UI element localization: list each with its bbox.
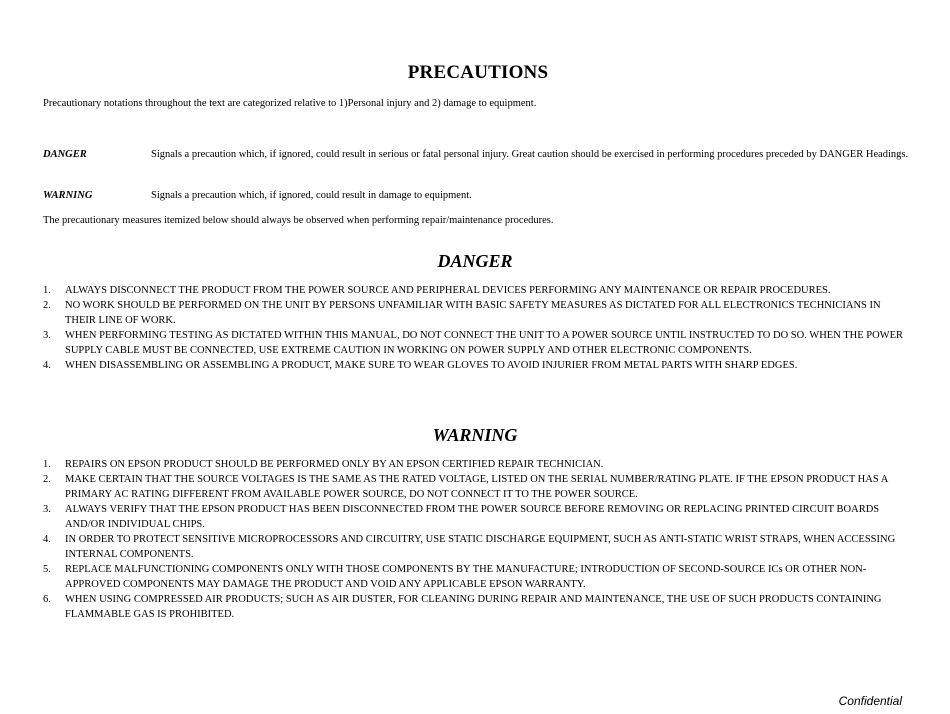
item-text: WHEN PERFORMING TESTING AS DICTATED WITHIN THIS MANUAL, DO NOT CONNECT THE UNIT TO A POWER SOURCE UNTIL INSTRUCTED TO DO SO. WHEN THE POWER SUPPLY CABLE MUST BE CONNECTED, USE EXTREME CAUTION IN WORKING ON POWER SUPPLY AND OTHER ELECTRONIC COMPONENTS. [65, 330, 904, 356]
item-text: REPAIRS ON EPSON PRODUCT SHOULD BE PERFORMED ONLY BY AN EPSON CERTIFIED REPAIR TECHNICIAN. [65, 459, 604, 470]
item-number: 4. [43, 534, 51, 545]
confidential-footer: Confidential [838, 694, 902, 708]
definition-danger [43, 147, 913, 162]
item-number: 1. [43, 459, 51, 470]
list-item [43, 283, 911, 298]
definition-text: Signals a precaution which, if ignored, could result in serious or fatal personal injury. Great caution should be exercised in performing procedures preceded by DANGER Headings. [151, 149, 909, 160]
item-number: 4. [43, 360, 51, 371]
item-text: WHEN USING COMPRESSED AIR PRODUCTS; SUCH AS AIR DUSTER, FOR CLEANING DURING REPAIR AND MAINTENANCE, THE USE OF SUCH PRODUCTS CONTAINING FLAMMABLE GAS IS PROHIBITED. [65, 594, 882, 620]
list-item [43, 502, 911, 532]
item-text: REPLACE MALFUNCTIONING COMPONENTS ONLY WITH THOSE COMPONENTS BY THE MANUFACTURE; INTRODUCTION OF SECOND-SOURCE ICs OR OTHER NON-APPROVED COMPONENTS MAY DAMAGE THE PRODUCT AND VOID ANY APPLICABLE EPSON WARRANTY. [65, 564, 867, 590]
item-number: 5. [43, 564, 51, 575]
warning-heading: WARNING [432, 425, 518, 445]
list-item [43, 472, 911, 502]
danger-list [43, 283, 911, 373]
item-number: 3. [43, 504, 51, 515]
list-item [43, 532, 911, 562]
item-text: IN ORDER TO PROTECT SENSITIVE MICROPROCESSORS AND CIRCUITRY, USE STATIC DISCHARGE EQUIPMENT, SUCH AS ANTI-STATIC WRIST STRAPS, WHEN ACCESSING INTERNAL COMPONENTS. [65, 534, 896, 560]
item-number: 6. [43, 594, 51, 605]
item-text: WHEN DISASSEMBLING OR ASSEMBLING A PRODUCT, MAKE SURE TO WEAR GLOVES TO AVOID INJURIER FROM METAL PARTS WITH SHARP EDGES. [65, 360, 798, 371]
item-number: 2. [43, 300, 51, 311]
list-item [43, 328, 911, 358]
list-item [43, 562, 911, 592]
list-item [43, 457, 911, 472]
definition-term: DANGER [43, 149, 87, 160]
list-item [43, 358, 911, 373]
danger-heading: DANGER [437, 251, 513, 271]
item-text: ALWAYS DISCONNECT THE PRODUCT FROM THE POWER SOURCE AND PERIPHERAL DEVICES PERFORMING ANY MAINTENANCE OR REPAIR PROCEDURES. [65, 285, 831, 296]
warning-list [43, 457, 911, 622]
definition-term: WARNING [43, 190, 93, 201]
item-text: ALWAYS VERIFY THAT THE EPSON PRODUCT HAS BEEN DISCONNECTED FROM THE POWER SOURCE BEFORE REMOVING OR REPLACING PRINTED CIRCUIT BOARDS AND/OR INDIVIDUAL CHIPS. [65, 504, 880, 530]
item-number: 3. [43, 330, 51, 341]
definition-warning [43, 188, 913, 203]
page-title: PRECAUTIONS [407, 62, 549, 83]
item-text: NO WORK SHOULD BE PERFORMED ON THE UNIT BY PERSONS UNFAMILIAR WITH BASIC SAFETY MEASURES AS DICTATED FOR ALL ELECTRONICS TECHNICIANS IN THEIR LINE OF WORK. [65, 300, 881, 326]
item-number: 2. [43, 474, 51, 485]
measures-note: The precautionary measures itemized below should always be observed when performing repair/maintenance procedures. [43, 215, 554, 226]
list-item [43, 592, 911, 622]
item-number: 1. [43, 285, 51, 296]
list-item [43, 298, 911, 328]
item-text: MAKE CERTAIN THAT THE SOURCE VOLTAGES IS THE SAME AS THE RATED VOLTAGE, LISTED ON THE SERIAL NUMBER/RATING PLATE. IF THE EPSON PRODUCT HAS A PRIMARY AC RATING DIFFERENT FROM AVAILABLE POWER SOURCE, DO NOT CONNECT IT TO THE POWER SOURCE. [65, 474, 888, 500]
definition-text: Signals a precaution which, if ignored, could result in damage to equipment. [151, 190, 472, 201]
intro-text: Precautionary notations throughout the text are categorized relative to 1)Personal injury and 2) damage to equipment. [43, 98, 537, 109]
